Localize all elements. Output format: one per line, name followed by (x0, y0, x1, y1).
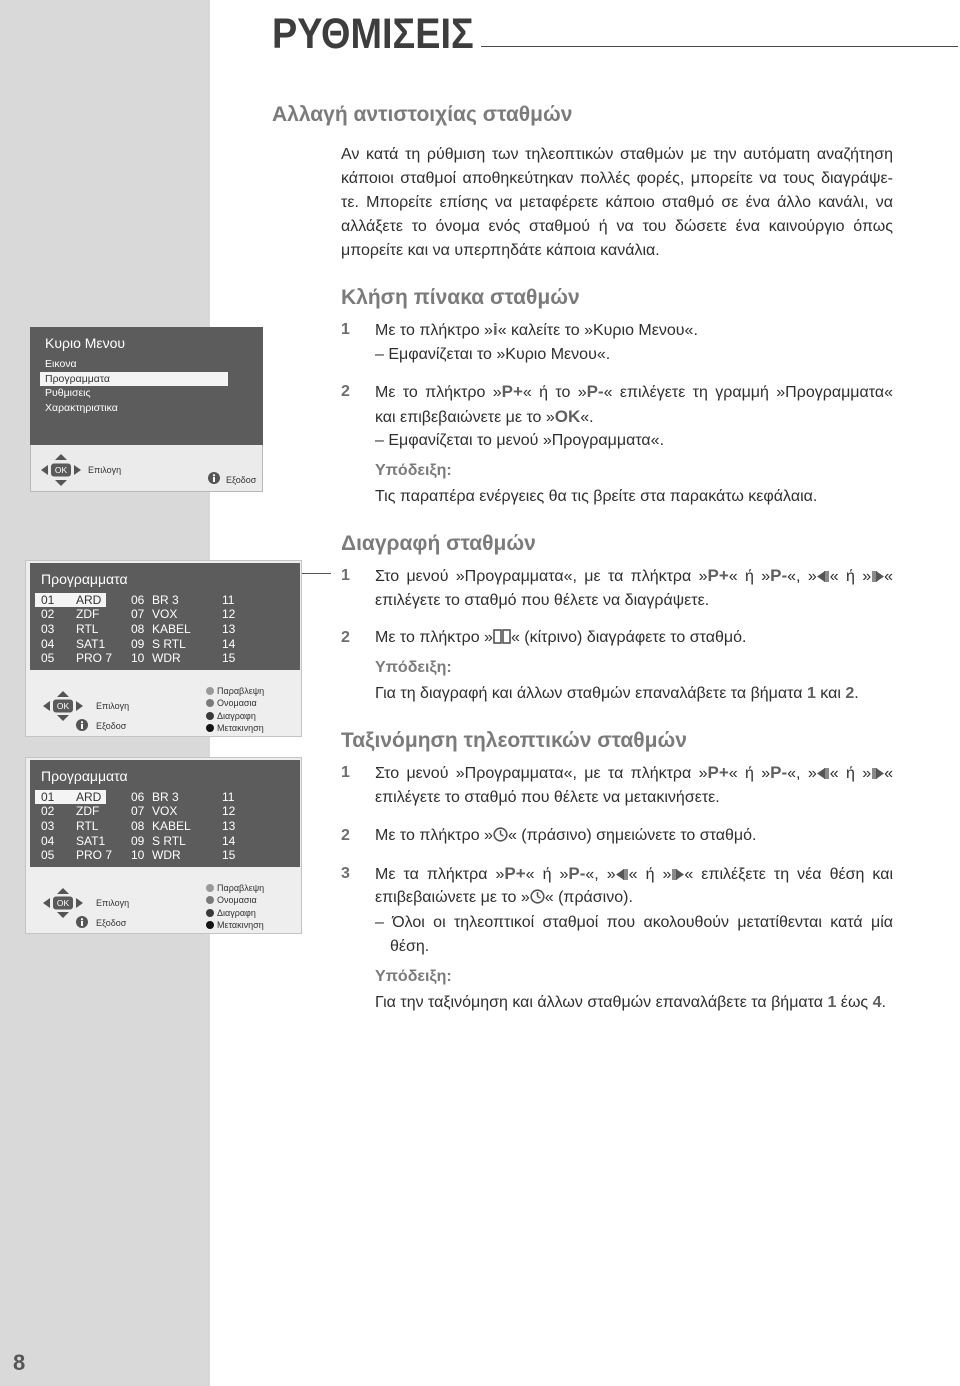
intro-line: μπορείτε και να υπερπηδάτε κάποια κανάλια. (341, 242, 660, 259)
table-row (30, 637, 300, 651)
program-number: 03 (41, 622, 55, 636)
program-number: 06 (131, 593, 145, 607)
select-label: Επιλογη (96, 701, 130, 711)
text-segment: « επιλέγετε τη γραμμή »Προγραμματα« (603, 384, 893, 401)
text-segment: και επιβεβαιώνετε με το » (375, 409, 555, 426)
left-arrow-icon (616, 868, 629, 881)
menu-item-selected: Προγραμματα (45, 373, 110, 385)
note-text: Τις παραπέρα ενέργειες θα τις βρείτε στα παρακάτω κεφάλαια. (375, 488, 818, 505)
p-plus-key: P+ (707, 566, 729, 585)
program-number: 15 (222, 651, 236, 665)
delete-step1-line2: επιλέγετε το σταθμό που θέλετε να διαγράψετε. (375, 592, 710, 609)
program-number: 07 (131, 607, 145, 621)
p-minus-key: P- (586, 382, 604, 401)
note-label: Υπόδειξη: (375, 968, 452, 985)
program-number: 12 (222, 804, 236, 818)
screen-panel (30, 760, 300, 867)
program-number: 05 (41, 651, 55, 665)
program-name: ARD (76, 593, 102, 607)
legend-label: Ονομασια (217, 698, 257, 708)
text-segment: « καλείτε το »Κυριο Μενου«. (497, 322, 698, 339)
text-segment: « ή » (628, 866, 672, 883)
text-segment: «, » (585, 866, 616, 883)
intro-line: τε. Μπορείτε επίσης να μεταφέρετε κάποιο σταθμό σε ένα άλλο κανάλι, να (341, 194, 893, 211)
title-rule (481, 46, 958, 47)
menu-item: Εικονα (45, 358, 77, 370)
right-arrow-icon (871, 570, 884, 583)
info-icon (76, 916, 88, 928)
text-segment: έως (836, 994, 873, 1011)
ok-key: OK (554, 407, 581, 426)
delete-step2 (375, 628, 746, 648)
program-number: 09 (131, 834, 145, 848)
table-row (30, 848, 300, 862)
text-segment: « (κίτρινο) διαγράφετε το σταθμό. (510, 629, 747, 646)
text-segment: « ή » (728, 568, 771, 585)
legend-label: Διαγραφη (217, 711, 256, 721)
step-ref: 1 (806, 685, 816, 702)
ok-badge-label: OK (54, 465, 68, 476)
table-row (30, 593, 300, 607)
ok-navigation-icon (43, 888, 83, 918)
sort-result-line2: θέση. (390, 938, 430, 955)
text-segment: «, » (787, 765, 817, 782)
step-number: 1 (341, 764, 350, 781)
p-minus-key: P- (770, 566, 788, 585)
program-name: PRO 7 (76, 651, 113, 665)
right-arrow-icon (871, 767, 884, 780)
legend-dot-rename (206, 896, 214, 904)
legend-label: Ονομασια (217, 895, 257, 905)
text-segment: . (881, 994, 886, 1011)
program-list-screen (25, 560, 302, 737)
text-segment: « ή » (829, 765, 872, 782)
sort-step1-line1 (375, 763, 893, 784)
table-row (30, 819, 300, 833)
text-segment: Για τη διαγραφή και άλλων σταθμών επαναλάβετε τα βήματα (375, 685, 807, 702)
legend-dot-delete (206, 909, 214, 917)
step-number: 3 (341, 865, 350, 882)
screen-title: Προγραμματα (41, 768, 128, 784)
select-label: Επιλογη (96, 898, 130, 908)
exit-label: Εξοδοσ (96, 721, 127, 731)
program-name: BR 3 (152, 790, 179, 804)
menu-item: Ρυθμισεις (45, 387, 91, 399)
step-ref: 2 (845, 685, 855, 702)
intro-line: κάποιοι σταθμοί αποθηκεύτηκαν πολλές φορές, μπορείτε να τους διαγράψε- (341, 170, 893, 187)
sort-step3-line1 (375, 864, 893, 885)
legend-label: Παραβλεψη (217, 883, 265, 893)
legend-dot-move (206, 921, 214, 929)
text-segment: και (815, 685, 846, 702)
recall-step1 (375, 320, 698, 341)
program-number: 01 (41, 593, 55, 607)
program-number: 05 (41, 848, 55, 862)
green-clock-icon (530, 889, 545, 904)
program-name: S RTL (152, 637, 186, 651)
sort-step2 (375, 826, 756, 846)
text-segment: επιβεβαιώνετε με το » (375, 889, 530, 906)
info-key: i (492, 320, 498, 339)
select-label: Επιλογη (88, 465, 122, 475)
green-clock-icon (493, 827, 508, 842)
program-number: 06 (131, 790, 145, 804)
program-name: BR 3 (152, 593, 179, 607)
program-name: ZDF (76, 804, 100, 818)
note-text (375, 993, 886, 1013)
program-name: WDR (152, 848, 181, 862)
program-name: RTL (76, 622, 99, 636)
legend-label: Μετακινηση (217, 920, 264, 930)
note-text (375, 684, 859, 704)
recall-step2-line2 (375, 407, 594, 428)
screen-panel (30, 563, 300, 670)
recall-result2: – Εμφανίζεται το μενού »Προγραμματα«. (375, 432, 665, 449)
yellow-button-icon (493, 629, 511, 644)
program-name: WDR (152, 651, 181, 665)
text-segment: Με το πλήκτρο » (375, 629, 493, 646)
program-number: 04 (41, 834, 55, 848)
text-segment: « (884, 765, 894, 782)
table-row (30, 607, 300, 621)
program-number: 14 (222, 637, 236, 651)
info-icon (208, 472, 220, 484)
step-ref: 4 (872, 994, 882, 1011)
p-plus-key: P+ (504, 864, 526, 883)
recall-result1: – Εμφανίζεται το »Κυριο Μενου«. (375, 346, 611, 363)
text-segment: « ή » (525, 866, 569, 883)
legend-dot-rename (206, 699, 214, 707)
program-number: 09 (131, 637, 145, 651)
table-row (30, 804, 300, 818)
screen-title: Κυριο Μενου (45, 335, 126, 351)
text-segment: Στο μενού »Προγραμματα«, με τα πλήκτρα » (375, 568, 708, 585)
main-menu-screen (30, 327, 263, 493)
program-number: 10 (131, 848, 145, 862)
program-number: 04 (41, 637, 55, 651)
program-name: RTL (76, 819, 99, 833)
program-name: ARD (76, 790, 102, 804)
program-number: 14 (222, 834, 236, 848)
section-heading-delete: Διαγραφή σταθμών (341, 532, 536, 555)
exit-label: Εξοδοσ (96, 918, 127, 928)
legend-dot-delete (206, 712, 214, 720)
legend-dot-skip (206, 884, 214, 892)
intro-line: Αν κατά τη ρύθμιση των τηλεοπτικών σταθμών με την αυτόματη αναζήτηση (341, 146, 893, 163)
section-heading-sort: Ταξινόμηση τηλεοπτικών σταθμών (341, 729, 687, 752)
screen-title: Προγραμματα (41, 571, 128, 587)
menu-item: Χαρακτηριστικα (45, 402, 118, 414)
text-segment: Με το πλήκτρο » (375, 384, 502, 401)
p-minus-key: P- (568, 864, 586, 883)
step-number: 1 (341, 567, 350, 584)
delete-step1-line1 (375, 566, 893, 587)
program-name: KABEL (152, 622, 191, 636)
note-label: Υπόδειξη: (375, 462, 452, 479)
text-segment: « επιλέξετε τη νέα θέση και (684, 866, 894, 883)
program-number: 02 (41, 607, 55, 621)
program-number: 01 (41, 790, 55, 804)
text-segment: Για την ταξινόμηση και άλλων σταθμών επαναλάβετε τα βήματα (375, 994, 828, 1011)
legend-label: Παραβλεψη (217, 686, 265, 696)
intro-line: αλλάξετε το όνομα ενός σταθμού ή να του δώσετε ένα καινούργιο όπως (341, 218, 893, 235)
program-number: 11 (222, 593, 235, 607)
program-name: SAT1 (76, 834, 106, 848)
table-row (30, 622, 300, 636)
program-number: 03 (41, 819, 55, 833)
page-title: ΡΥΘΜΙΣΕΙΣ (272, 10, 474, 58)
sort-result-line1: – Όλοι οι τηλεοπτικοί σταθμοί που ακολουθούν μετατίθενται κατά μία (375, 914, 893, 931)
screen-panel (30, 327, 263, 445)
step-number: 2 (341, 383, 350, 400)
sort-step3-line2 (375, 888, 633, 908)
section-heading-intro: Αλλαγή αντιστοιχίας σταθμών (272, 103, 573, 126)
left-arrow-icon (817, 767, 830, 780)
program-name: SAT1 (76, 637, 106, 651)
text-segment: Στο μενού »Προγραμματα«, με τα πλήκτρα » (375, 765, 708, 782)
ok-badge-label: OK (56, 898, 70, 909)
program-number: 02 (41, 804, 55, 818)
text-segment: «, » (787, 568, 817, 585)
exit-label: Εξοδοσ (226, 475, 257, 485)
step-number: 2 (341, 629, 350, 646)
table-row (30, 651, 300, 665)
text-segment: Με τα πλήκτρα » (375, 866, 505, 883)
program-number: 13 (222, 819, 236, 833)
left-arrow-icon (817, 570, 830, 583)
program-list-screen (25, 757, 302, 934)
ok-badge-label: OK (56, 701, 70, 712)
program-name: PRO 7 (76, 848, 113, 862)
right-arrow-icon (671, 868, 684, 881)
program-name: VOX (152, 804, 178, 818)
note-label: Υπόδειξη: (375, 659, 452, 676)
program-name: ZDF (76, 607, 100, 621)
text-segment: «. (580, 409, 594, 426)
step-number: 2 (341, 827, 350, 844)
text-segment: « ή » (829, 568, 872, 585)
legend-label: Μετακινηση (217, 723, 264, 733)
text-segment: Με το πλήκτρο » (375, 322, 493, 339)
ok-navigation-icon (43, 691, 83, 721)
recall-step2-line1 (375, 382, 893, 403)
p-minus-key: P- (770, 763, 788, 782)
text-segment: . (854, 685, 859, 702)
text-segment: « ή » (728, 765, 771, 782)
table-row (30, 790, 300, 804)
legend-label: Διαγραφη (217, 908, 256, 918)
program-number: 08 (131, 622, 145, 636)
info-icon (76, 719, 88, 731)
step-number: 1 (341, 321, 350, 338)
program-name: KABEL (152, 819, 191, 833)
text-segment: Με το πλήκτρο » (375, 827, 493, 844)
text-segment: « ή το » (522, 384, 587, 401)
p-plus-key: P+ (707, 763, 729, 782)
table-row (30, 834, 300, 848)
program-name: S RTL (152, 834, 186, 848)
legend-dot-move (206, 724, 214, 732)
text-segment: « (πράσινο) σημειώνετε το σταθμό. (507, 827, 757, 844)
sort-step1-line2: επιλέγετε το σταθμό που θέλετε να μετακινήσετε. (375, 789, 720, 806)
program-number: 12 (222, 607, 236, 621)
program-name: VOX (152, 607, 178, 621)
program-number: 11 (222, 790, 235, 804)
step-ref: 1 (827, 994, 837, 1011)
ok-navigation-icon (41, 454, 81, 486)
callout-line (302, 573, 331, 574)
program-number: 10 (131, 651, 145, 665)
program-number: 15 (222, 848, 236, 862)
program-number: 07 (131, 804, 145, 818)
program-number: 08 (131, 819, 145, 833)
program-number: 13 (222, 622, 236, 636)
text-segment: « (πράσινο). (544, 889, 633, 906)
section-heading-recall: Κλήση πίνακα σταθμών (341, 286, 580, 309)
text-segment: « (884, 568, 894, 585)
page-number: 8 (13, 1350, 26, 1375)
legend-dot-skip (206, 687, 214, 695)
p-plus-key: P+ (501, 382, 523, 401)
